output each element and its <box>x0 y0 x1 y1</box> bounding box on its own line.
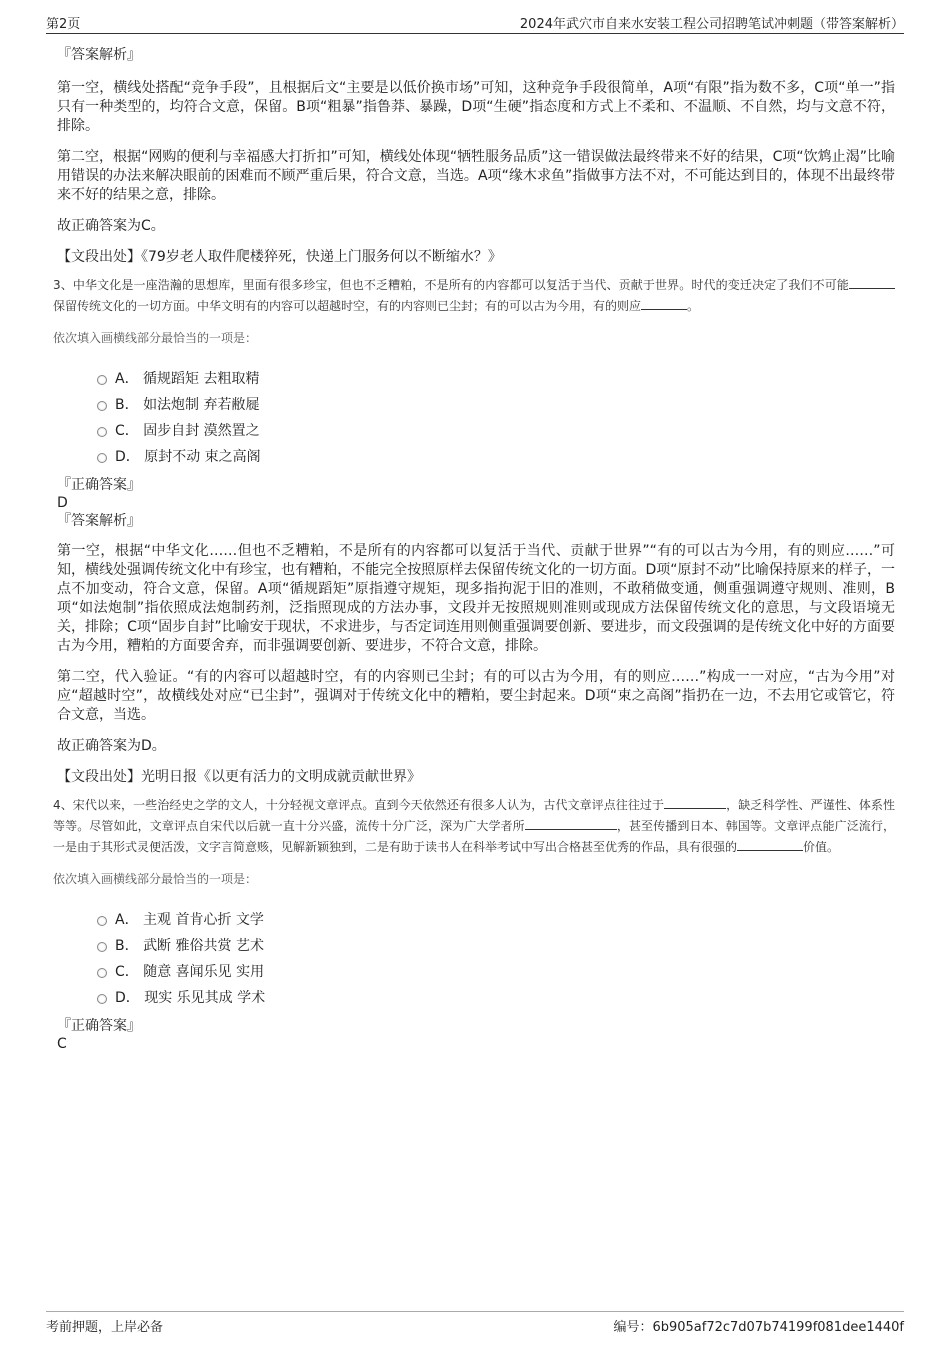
q4-text-a: 4、宋代以来，一些治经史之学的文人，十分轻视文章评点。直到今天依然还有很多人认为，古代文章评点往往过于 <box>53 798 665 812</box>
footer-slogan: 考前押题，上岸必备 <box>46 1320 164 1335</box>
radio-icon[interactable] <box>97 427 107 437</box>
q4-prompt: 依次填入画横线部分最恰当的一项是： <box>53 872 258 886</box>
q2-source: 【文段出处】《79岁老人取件爬楼猝死，快递上门服务何以不断缩水？》 <box>57 249 502 265</box>
radio-icon[interactable] <box>97 994 107 1004</box>
radio-icon[interactable] <box>97 375 107 385</box>
q3-analysis-p1: 第一空，根据“中华文化……但也不乏糟粕，不是所有的内容都可以复活于当代、贡献于世界”“有的可以古为今用，有的则应……”可知，横线处强调传统文化中有珍宝，也有糟粕，不能完全按照原样去保留传统文化的一切方面。D项“原封不动”比喻保持原来的样子，一点不加变动，符合文意，保留。A项“循规蹈矩”原指遵守规矩，现多指拘泥于旧的准则，不敢稍做变通，侧重强调遵守规则、准则，B项“如法炮制”指依照成法炮制药剂，泛指照现成的方法办事，文段并无按照规则准则或现成方法保留传统文化的意思，与文段语境无关，排除；C项“固步自封”比喻安于现状，不求进步，与否定词连用则侧重强调要创新、要进步，而文段强调的是传统文化中好的方面要古为今用，糟粕的方面要舍弃，而非强调要创新、要进步，不符合文意，排除。 <box>57 543 895 654</box>
q2-analysis-p2: 第二空，根据“网购的便利与幸福感大打折扣”可知，横线处体现“牺牲服务品质”这一错误做法最终带来不好的结果，C项“饮鸩止渴”比喻用错误的办法来解决眼前的困难而不顾严重后果，符合文意，当选。A项“缘木求鱼”指做事方法不对，不可能达到目的，体现不出最终带来不好的结果之意，排除。 <box>57 149 895 203</box>
q4-text-d: 价值。 <box>803 840 840 854</box>
document-body <box>53 46 895 1053</box>
radio-icon[interactable] <box>97 453 107 463</box>
q3-answer: D <box>57 495 68 511</box>
q4-question <box>53 795 895 858</box>
q3-text-c: 。 <box>687 299 700 313</box>
blank <box>737 838 803 851</box>
page-header <box>46 13 904 34</box>
radio-icon[interactable] <box>97 968 107 978</box>
document-title: 2024年武穴市自来水安装工程公司招聘笔试冲刺题（带答案解析） <box>519 17 904 32</box>
q4-option-b[interactable]: B． 武断 雅俗共赏 艺术 <box>57 933 895 959</box>
q3-conclusion: 故正确答案为D。 <box>57 738 166 754</box>
blank <box>664 796 726 809</box>
q3-option-a[interactable]: A． 循规蹈矩 去粗取精 <box>57 366 895 392</box>
q3-analysis-label: 『答案解析』 <box>57 513 141 529</box>
blank <box>641 297 687 310</box>
q3-text-b: 保留传统文化的一切方面。中华文明有的内容可以超越时空，有的内容则已尘封；有的可以古为今用，有的则应 <box>53 299 642 313</box>
page-footer <box>46 1311 904 1336</box>
radio-icon[interactable] <box>97 401 107 411</box>
q4-option-c[interactable]: C． 随意 喜闻乐见 实用 <box>57 959 895 985</box>
q4-text-b: ，缺乏科学性、严谨性、体系性等等。尽管如此，文章评点自宋代以后就一直十分兴盛，流传十分广泛，深为广大学者所 <box>53 798 895 833</box>
q4-option-d[interactable]: D． 现实 乐见其成 学术 <box>57 985 895 1011</box>
q2-analysis-p1: 第一空，横线处搭配“竞争手段”，且根据后文“主要是以低价换市场”可知，这种竞争手段很简单，A项“有限”指为数不多，C项“单一”指只有一种类型的，均符合文意，保留。B项“粗暴”指鲁莽、暴躁，D项“生硬”指态度和方式上不柔和、不温顺、不自然，均与文意不符，排除。 <box>57 80 895 134</box>
q4-answer: C <box>57 1036 67 1052</box>
blank <box>849 276 895 289</box>
q3-question <box>53 275 895 317</box>
q2-analysis-label: 『答案解析』 <box>57 47 141 63</box>
q3-option-d[interactable]: D． 原封不动 束之高阁 <box>57 444 895 470</box>
q4-text-c: ，甚至传播到日本、韩国等。文章评点能广泛流行，一是由于其形式灵便活泼，文字言简意赅，见解新颖独到，二是有助于读书人在科举考试中写出合格甚至优秀的作品，具有很强的 <box>53 819 895 854</box>
q3-option-b[interactable]: B． 如法炮制 弃若敝屣 <box>57 392 895 418</box>
q2-conclusion: 故正确答案为C。 <box>57 218 165 234</box>
q4-answer-label: 『正确答案』 <box>57 1018 141 1034</box>
radio-icon[interactable] <box>97 916 107 926</box>
q3-text-a: 3、中华文化是一座浩瀚的思想库，里面有很多珍宝，但也不乏糟粕，不是所有的内容都可以复活于当代、贡献于世界。时代的变迁决定了我们不可能 <box>53 278 849 292</box>
radio-icon[interactable] <box>97 942 107 952</box>
blank <box>525 817 617 830</box>
q4-option-a[interactable]: A． 主观 首肯心折 文学 <box>57 907 895 933</box>
q3-source: 【文段出处】光明日报《以更有活力的文明成就贡献世界》 <box>57 769 421 785</box>
q3-options <box>57 366 895 470</box>
document-id: 编号：6b905af72c7d07b74199f081dee1440f <box>613 1320 904 1335</box>
q3-answer-label: 『正确答案』 <box>57 477 141 493</box>
page-number: 第2页 <box>46 17 81 32</box>
q3-prompt: 依次填入画横线部分最恰当的一项是： <box>53 331 258 345</box>
q3-option-c[interactable]: C． 固步自封 漠然置之 <box>57 418 895 444</box>
q4-options <box>57 907 895 1011</box>
q3-analysis-p2: 第二空，代入验证。“有的内容可以超越时空，有的内容则已尘封；有的可以古为今用，有的则应……”构成一一对应，“古为今用”对应“超越时空”，故横线处对应“已尘封”，强调对于传统文化中的糟粕，要尘封起来。D项“束之高阁”指扔在一边，不去用它或管它，符合文意，当选。 <box>57 669 895 723</box>
